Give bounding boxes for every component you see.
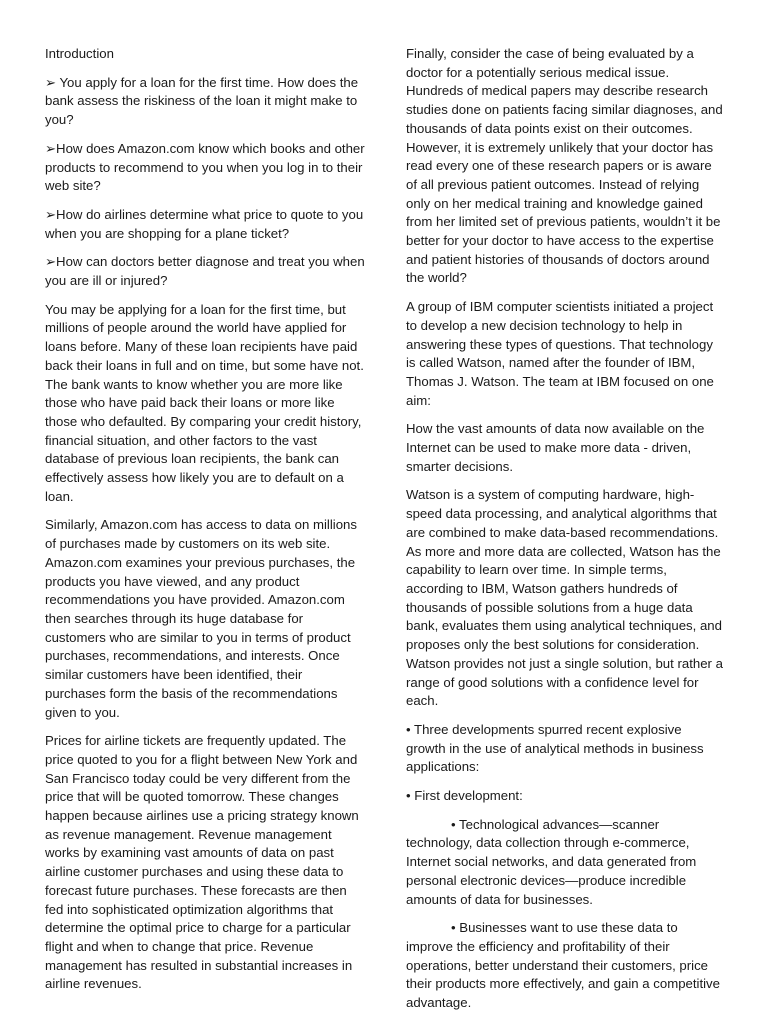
left-column (45, 45, 365, 1004)
paragraph-airline: Prices for airline tickets are frequently updated. The price quoted to you for a flight between New York and San Francisco today could be very different from the price that will be quoted tomorrow. These changes happen because airlines use a pricing strategy known as revenue management. Revenue management works by examining vast amounts of data on past airline customer purchases and using these data to forecast future purchases. These forecasts are then fed into sophisticated optimization algorithms that determine the optimal price to charge for a particular flight and when to change that price. Revenue management has resulted in substantial increases in airline revenues. (45, 733, 359, 992)
paragraph-aim: How the vast amounts of data now available on the Internet can be used to make more data - driven, smarter decisions. (406, 421, 705, 474)
paragraph-loan: You may be applying for a loan for the first time, but millions of people around the world have applied for loans before. Many of these loan recipients have paid back their loans in full and on time, but some have not. The bank wants to know whether you are more like those who have paid back their loans or more like those who defaulted. By comparing your credit history, financial situation, and other factors to the vast database of previous loan recipients, the bank can effectively assess how likely you are to default on a loan. (45, 301, 364, 504)
bullet-developments: • Three developments spurred recent explosive growth in the use of analytical methods in business applications: (406, 721, 704, 775)
question-bank-loan: ➢ You apply for a loan for the first time. How does the bank assess the riskiness of the loan it might make to you? (45, 74, 359, 128)
question-amazon: ➢How does Amazon.com know which books and other products to recommend to you when you log in to their web site? (45, 140, 365, 194)
section-heading: Introduction (45, 46, 114, 61)
right-column (406, 45, 724, 1023)
paragraph-doctor: Finally, consider the case of being evaluated by a doctor for a potentially serious medical issue. Hundreds of medical papers may describe research studies done on patients facing similar diagnoses, and thousands of data points exist on their outcomes. However, it is extremely unlikely that your doctor has read every one of these research papers or is aware of all previous patient outcomes. Instead of relying only on her medical training and knowledge gained from her limited set of previous patients, wouldn’t it be better for your doctor to have access to the expertise and patient histories of thousands of doctors around the world? (406, 46, 723, 286)
paragraph-watson: Watson is a system of computing hardware, high-speed data processing, and analytical algorithms that are combined to make data-based recommendations. As more and more data are collected, Watson has the capability to learn over time. In simple terms, according to IBM, Watson gathers hundreds of thousands of possible solutions from a huge data bank, evaluates them using analytical techniques, and proposes only the best solutions for consideration. Watson provides not just a single solution, but rather a range of good solutions with a confidence level for each. (406, 487, 723, 709)
paragraph-amazon: Similarly, Amazon.com has access to data on millions of purchases made by customers on its web site. Amazon.com examines your previous purchases, the products you have viewed, and any product recommendations you have provided. Amazon.com then searches through its huge database for customers who are similar to you in terms of product purchases, recommendations, and interests. Once similar customers have been identified, their purchases form the basis of the recommendations given to you. (45, 517, 357, 720)
sub-bullet-business-use: • Businesses want to use these data to improve the efficiency and profitability of their operations, better understand their customers, price their products more effectively, and gain a competitive advantage. (406, 920, 720, 1011)
sub-bullet-tech-advances: • Technological advances—scanner technology, data collection through e-commerce, Internet social networks, and data generated from personal electronic devices—produce incredible amounts of data for businesses. (406, 816, 697, 907)
question-doctors: ➢How can doctors better diagnose and treat you when you are ill or injured? (45, 254, 365, 289)
bullet-first-development: • First development: (406, 788, 523, 804)
question-airlines: ➢How do airlines determine what price to quote to you when you are shopping for a plane ticket? (45, 206, 364, 241)
paragraph-ibm: A group of IBM computer scientists initiated a project to develop a new decision technology to help in answering these types of questions. That technology is called Watson, named after the founder of IBM, Thomas J. Watson. The team at IBM focused on one aim: (406, 299, 714, 408)
